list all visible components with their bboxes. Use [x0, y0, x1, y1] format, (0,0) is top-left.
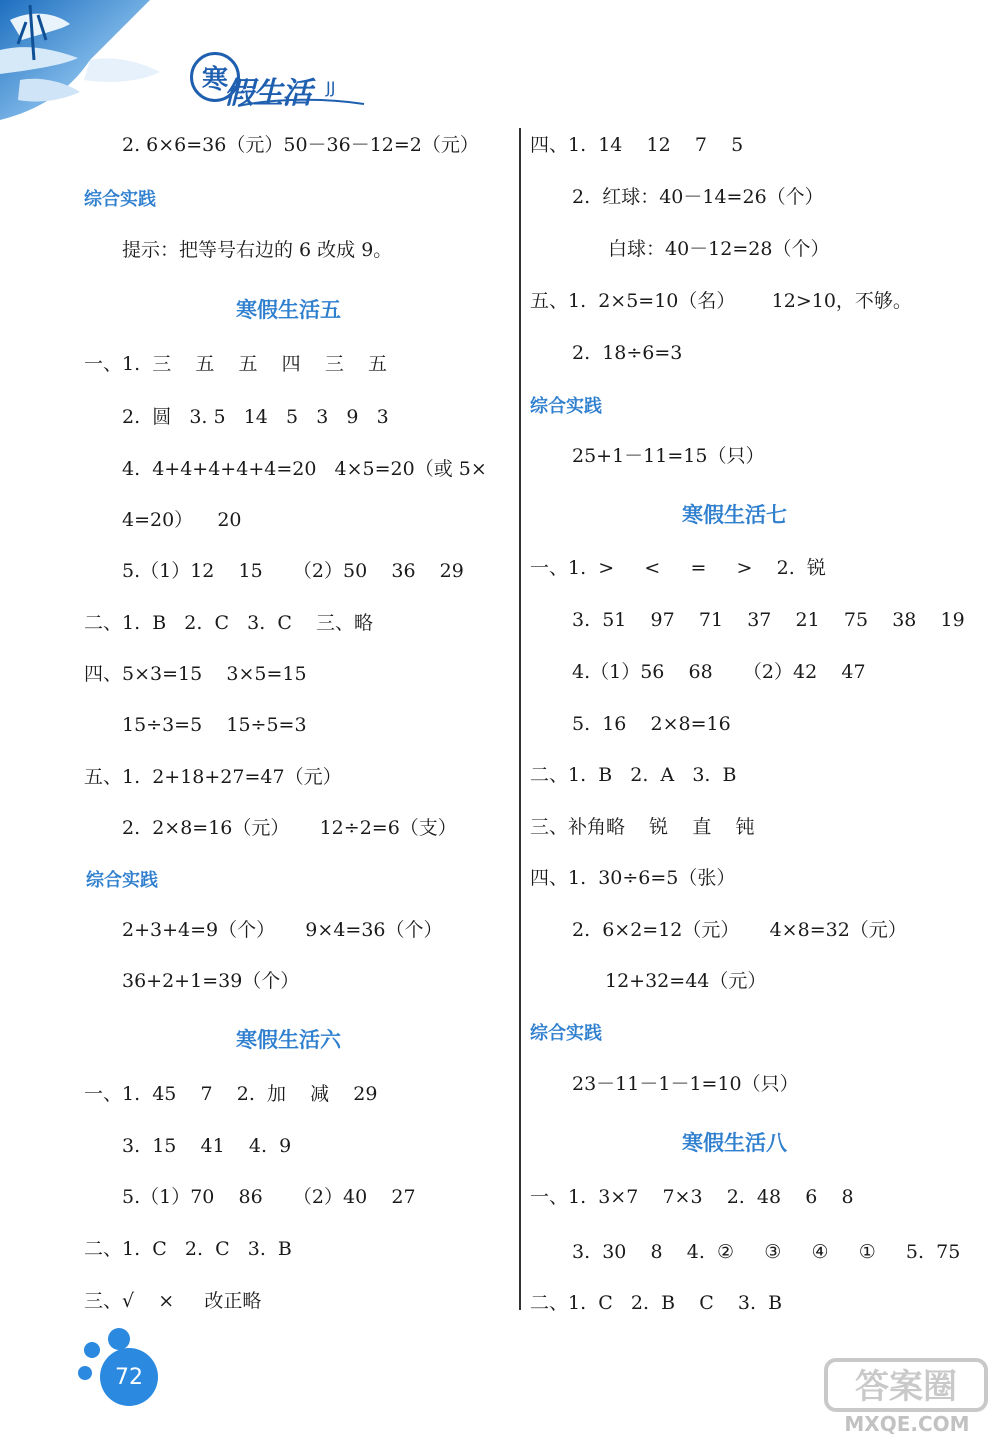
answer-line: 一、1. 45 7 2. 加 减 29: [84, 1083, 378, 1105]
logo-swoosh-icon: [236, 96, 366, 110]
answer-line: 一、1. 3×7 7×3 2. 48 6 8: [530, 1186, 854, 1208]
answer-line: 4.（1）56 68 （2）42 47: [572, 661, 866, 683]
subsection-label: 综合实践: [530, 396, 602, 417]
book-series-logo: [190, 52, 370, 118]
subsection-label: 综合实践: [84, 189, 156, 210]
answer-line: 白球：40－12=28（个）: [608, 238, 830, 260]
logo-tag: JJ: [326, 78, 336, 97]
decor-dot: [108, 1328, 130, 1350]
watermark-emblem-icon: [822, 1356, 992, 1416]
page-number: 72: [100, 1348, 158, 1406]
watermark-site: MXQE.COM: [844, 1412, 970, 1436]
subsection-label: 综合实践: [86, 870, 158, 891]
answer-line: 3. 51 97 71 37 21 75 38 19: [572, 609, 965, 631]
answer-line: 三、√ × 改正略: [84, 1290, 262, 1312]
answer-line: 二、1. C 2. C 3. B: [84, 1238, 292, 1260]
decor-dot: [78, 1366, 92, 1380]
section-heading: 寒假生活五: [236, 298, 341, 322]
answer-line: 2. 6×6=36（元）50－36－12=2（元）: [122, 134, 479, 156]
answer-line: 25+1－11=15（只）: [572, 445, 765, 467]
answer-line: 一、1. 三 五 五 四 三 五: [84, 353, 387, 375]
answer-line: 2. 圆 3. 5 14 5 3 9 3: [122, 406, 389, 428]
answer-line: 二、1. B 2. C 3. C 三、略: [84, 612, 374, 634]
answer-line: 一、1. > < = > 2. 锐: [530, 557, 826, 579]
answer-line: 2. 2×8=16（元） 12÷2=6（支）: [122, 817, 457, 839]
answer-line: 23－11－1－1=10（只）: [572, 1073, 799, 1095]
answer-line: 二、1. C 2. B C 3. B: [530, 1292, 783, 1314]
answer-line: 四、5×3=15 3×5=15: [84, 663, 307, 685]
answer-line: 36+2+1=39（个）: [122, 970, 300, 992]
answer-line: 提示：把等号右边的 6 改成 9。: [122, 239, 393, 261]
answer-line: 3. 30 8 4. ② ③ ④ ① 5. 75: [572, 1241, 961, 1263]
section-heading: 寒假生活七: [682, 503, 787, 527]
watermark-logo-text: 答案圈: [855, 1367, 957, 1407]
subsection-label: 综合实践: [530, 1023, 602, 1044]
answer-line: 5.（1）12 15 （2）50 36 29: [122, 560, 464, 582]
answer-line: 12+32=44（元）: [605, 970, 767, 992]
decor-dot: [84, 1342, 100, 1358]
answer-line: 4. 4+4+4+4+4=20 4×5=20（或 5×: [122, 458, 487, 480]
answer-line: 2. 18÷6=3: [572, 342, 683, 364]
answer-line: 2. 6×2=12（元） 4×8=32（元）: [572, 919, 907, 941]
answer-line: 4=20） 20: [122, 509, 242, 531]
logo-text: 假生活: [224, 76, 311, 111]
section-heading: 寒假生活八: [682, 1131, 787, 1155]
column-divider: [519, 128, 521, 1310]
logo-badge: 寒: [190, 52, 240, 102]
section-heading: 寒假生活六: [236, 1028, 341, 1052]
answer-line: 5.（1）70 86 （2）40 27: [122, 1186, 416, 1208]
answer-line: 四、1. 30÷6=5（张）: [530, 867, 736, 889]
answer-line: 三、补角略 锐 直 钝: [530, 816, 755, 838]
answer-line: 2. 红球：40－14=26（个）: [572, 186, 824, 208]
answer-line: 五、1. 2+18+27=47（元）: [84, 766, 342, 788]
watermark-logo: [822, 1356, 992, 1440]
answer-line: 5. 16 2×8=16: [572, 713, 731, 735]
page-number-badge: [78, 1322, 168, 1412]
answer-line: 四、1. 14 12 7 5: [530, 134, 744, 156]
answer-line: 15÷3=5 15÷5=3: [122, 714, 307, 736]
answer-line: 二、1. B 2. A 3. B: [530, 764, 737, 786]
answer-line: 2+3+4=9（个） 9×4=36（个）: [122, 919, 443, 941]
answer-line: 3. 15 41 4. 9: [122, 1135, 292, 1157]
answer-line: 五、1. 2×5=10（名） 12>10，不够。: [530, 290, 912, 312]
